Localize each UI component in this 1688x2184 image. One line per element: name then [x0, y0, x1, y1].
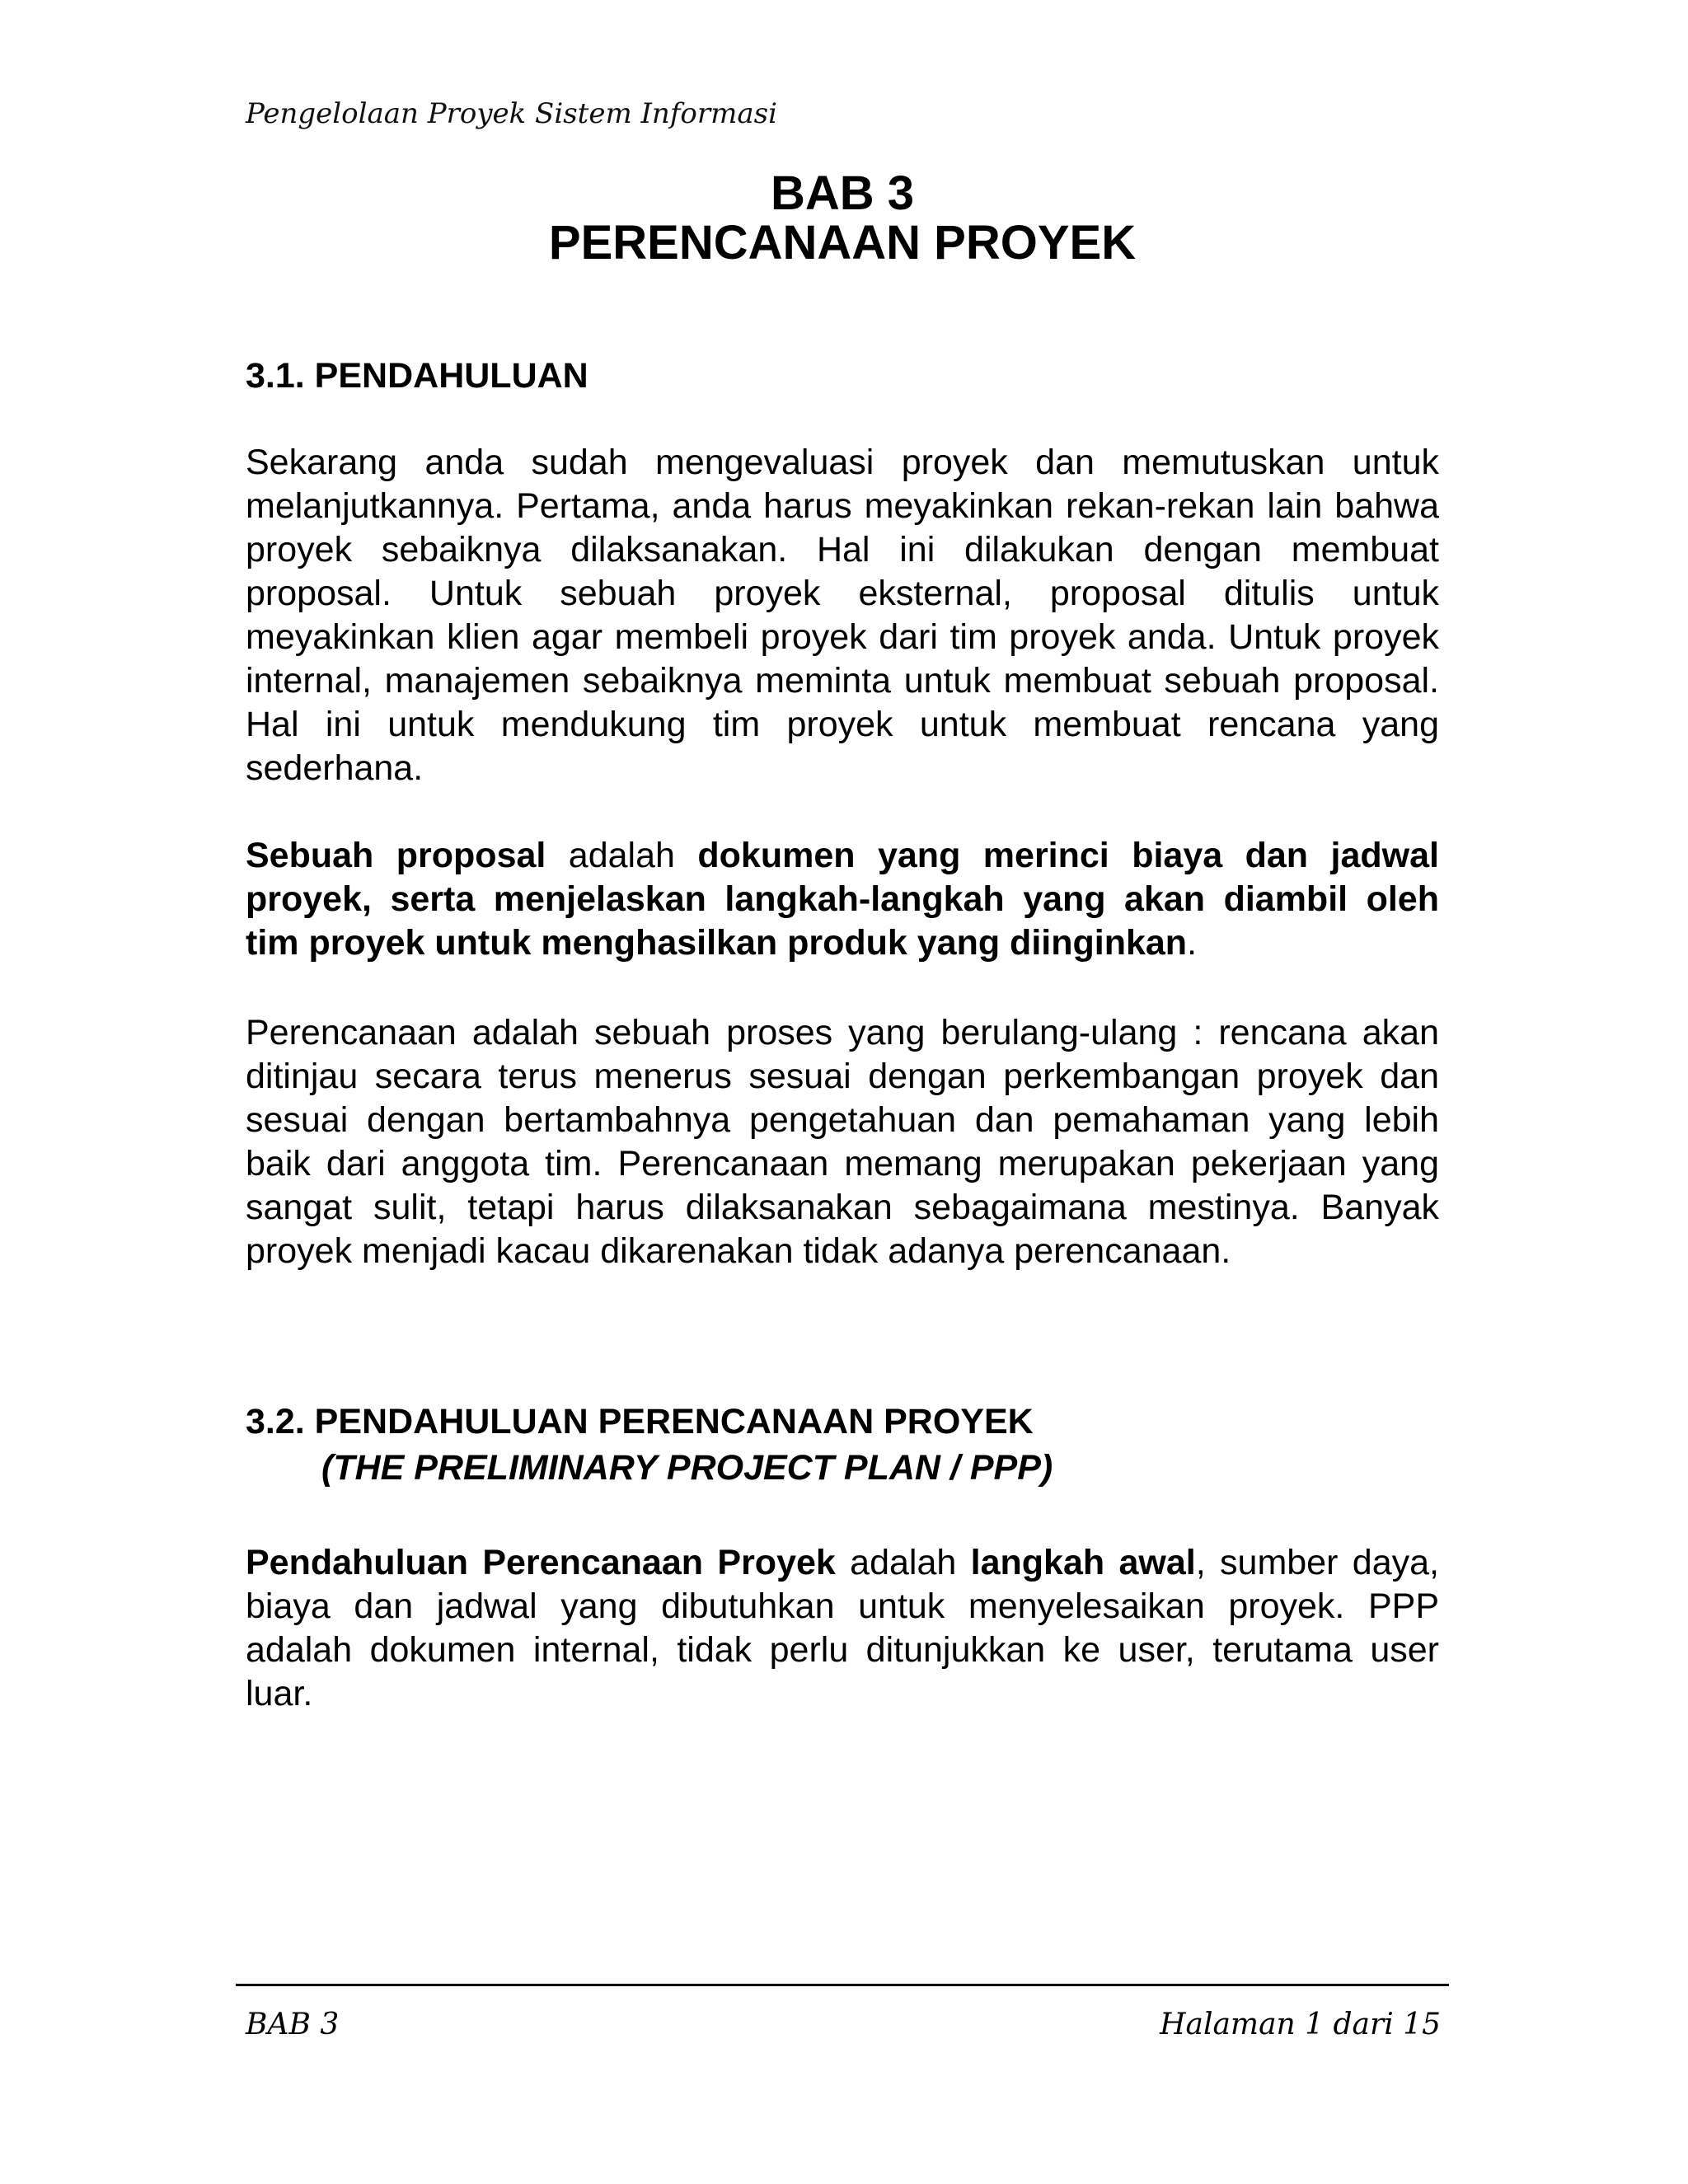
bold-term: Pendahuluan Perencanaan Proyek [246, 1543, 836, 1582]
paragraph-proposal-definition: Sebuah proposal adalah dokumen yang merinci biaya dan jadwal proyek, serta menjelaskan langkah-langkah yang akan diambil oleh tim proyek untuk menghasilkan produk yang diinginkan. [246, 836, 1439, 963]
bold-term: langkah awal [970, 1543, 1196, 1582]
section-title: 3.2. PENDAHULUAN PERENCANAAN PROYEK [246, 1402, 1034, 1441]
chapter-name: PERENCANAAN PROYEK [548, 216, 1137, 269]
section-heading-3-2 [246, 1399, 1053, 1491]
section-heading-3-1: 3.1. PENDAHULUAN [246, 356, 588, 396]
running-header: Pengelolaan Proyek Sistem Informasi [246, 97, 777, 130]
footer-page-number: Halaman 1 dari 15 [1160, 2008, 1441, 2041]
bold-definition: dokumen yang merinci biaya dan jadwal proyek, serta menjelaskan langkah-langkah yang akan diambil oleh tim proyek untuk menghasilkan produk yang diinginkan [246, 836, 1439, 963]
paragraph-planning: Perencanaan adalah sebuah proses yang berulang-ulang : rencana akan ditinjau secara terus menerus sesuai dengan perkembangan proyek dan sesuai dengan bertambahnya pengetahuan dan pemahaman yang lebih baik dari anggota tim. Perencanaan memang merupakan pekerjaan yang sangat sulit, tetapi harus dilaksanakan sebagaimana mestinya. Banyak proyek menjadi kacau dikarenakan tidak adanya perencanaan. [246, 1013, 1439, 1271]
footer-chapter-label: BAB 3 [246, 2008, 340, 2041]
bold-term: Sebuah proposal [246, 836, 546, 875]
paragraph-intro: Sekarang anda sudah mengevaluasi proyek dan memutuskan untuk melanjutkannya. Pertama, anda harus meyakinkan rekan-rekan lain bahwa proyek sebaiknya dilaksanakan. Hal ini dilakukan dengan membuat proposal. Untuk sebuah proyek eksternal, proposal ditulis untuk meyakinkan klien agar membeli proyek dari tim proyek anda. Untuk proyek internal, manajemen sebaiknya meminta untuk membuat sebuah proposal. Hal ini untuk mendukung tim proyek untuk membuat rencana yang sederhana. [246, 443, 1439, 788]
chapter-title [246, 166, 1439, 269]
footer-divider [236, 1984, 1449, 1986]
section-subtitle: (THE PRELIMINARY PROJECT PLAN / PPP) [321, 1448, 1053, 1488]
paragraph-ppp-definition: Pendahuluan Perencanaan Proyek adalah langkah awal, sumber daya, biaya dan jadwal yang dibutuhkan untuk menyelesaikan proyek. PPP adalah dokumen internal, tidak perlu ditunjukkan ke user, terutama user luar. [246, 1543, 1439, 1713]
chapter-number: BAB 3 [770, 166, 915, 220]
